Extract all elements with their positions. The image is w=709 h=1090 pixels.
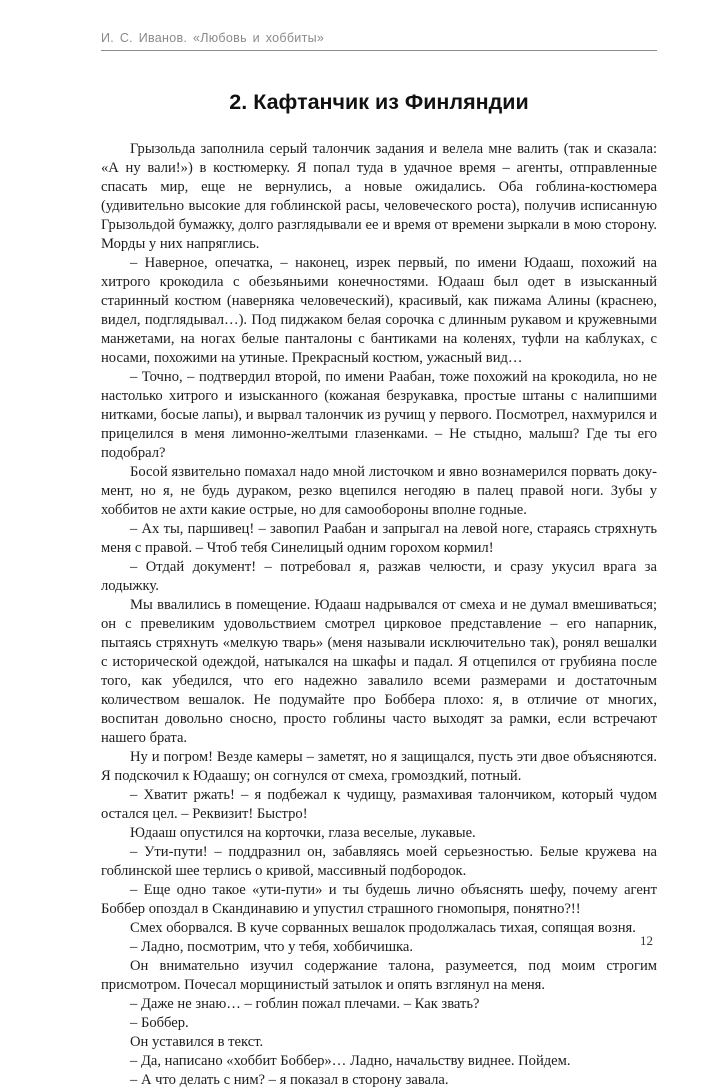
paragraph: – Ах ты, паршивец! – завопил Раабан и запрыгал на левой ноге, стараясь стряхнуть меня с правой. – Чтоб тебя Синелицый одним горохом кормил! (101, 521, 657, 556)
paragraph: Босой язвительно помахал надо мной листочком и явно вознамерился порвать документ, но я, не будь дураком, резко вцепился негодяю в палец правой ноги. Зубы у хоббитов не ахти какие острые, но для самообороны вполне годные. (101, 464, 657, 518)
paragraph: – Ути-пути! – поддразнил он, забавляясь моей серьезностью. Белые кружева на гоблинской шее терлись о кривой, массивный подбородок. (101, 844, 657, 879)
paragraph: – Даже не знаю… – гоблин пожал плечами. – Как звать? (130, 996, 480, 1012)
paragraph: – А что делать с ним? – я показал в сторону завала. (130, 1072, 449, 1088)
page-number: 12 (640, 933, 653, 948)
paragraph: Он уставился в текст. (130, 1034, 264, 1050)
body-text (101, 140, 657, 1090)
header-rule (101, 50, 657, 51)
paragraph: Ну и погром! Везде камеры – заметят, но я защищался, пусть эти двое объясняются. Я подскочил к Юдаашу; он согнулся от смеха, громоздкий, потный. (101, 749, 657, 784)
paragraph: Смех оборвался. В куче сорванных вешалок продолжалась тихая, сопящая возня. (130, 920, 636, 936)
paragraph: Мы ввалились в помещение. Юдааш надрывался от смеха и не думал вмешиваться; он с превеликим удовольствием смотрел цирковое представление – его напарник, пытаясь стряхнуть «мелкую тварь» (меня называли исключительно так), ронял вешалки с исторической одеждой, натыкался на шкафы и падал. Я отцепился от грубияна после того, как убедился, что его надежно завалило всеми размерами и достаточным количеством вешалок. Не подумайте про Боббера плохо: я, в отличие от многих, воспитан довольно сносно, просто гоблины часто выходят за рамки, если встречают нашего брата. (101, 597, 657, 746)
paragraph: – Боббер. (130, 1015, 189, 1031)
paragraph: – Наверное, опечатка, – наконец, изрек первый, по имени Юдааш, похожий на хитрого крокодила с обезьяньими конечностями. Юдааш был одет в изысканный старинный костюм (наверняка человеческий), красивый, как пижама Алины (краснею, видел, подглядывал…). Под пиджаком белая сорочка с длинным рукавом и кружевными манжетами, на ногах белые панталоны с бантиками на коленях, туфли на каблуках, с носами, похожими на утиные. Прекрасный костюм, ужасный вид… (101, 255, 657, 366)
paragraph: – Точно, – подтвердил второй, по имени Раабан, тоже похожий на крокодила, но не настолько хитрого и изысканного (кожаная безрукавка, простые штаны с налипшими нитками, босые лапы), и вырвал талончик из ручищ у первого. Посмотрел, нахмурился и прицелился в меня лимонно-желтыми глазенками. – Не стыдно, малыш? Где ты его подобрал? (101, 369, 657, 461)
paragraph: Юдааш опустился на корточки, глаза веселые, лукавые. (130, 825, 476, 841)
paragraph: – Да, написано «хоббит Боббер»… Ладно, начальству виднее. Пойдем. (130, 1053, 571, 1069)
paragraph: Грызольда заполнила серый талончик задания и велела мне валить (так и сказала: «А ну вали!») в костюмерку. Я попал туда в удачное время – агенты, отправленные спасать мир, еще не вернулись, а новые ожидались. Оба гоблина-костюмера (удивительно высокие для гоблинской расы, человеческого роста), получив исписанную Грызольдой бумажку, долго разглядывали ее и время от времени зыркали в мою сторону. Морды у них напряглись. (101, 141, 657, 252)
paragraph: Он внимательно изучил содержание талона, разумеется, под моим строгим присмотром. Почесал морщинистый затылок и опять взглянул на меня. (101, 958, 657, 993)
chapter-title: 2. Кафтанчик из Финляндии (229, 90, 529, 114)
paragraph: – Отдай документ! – потребовал я, разжав челюсти, и сразу укусил врага за лодыжку. (101, 559, 657, 594)
paragraph: – Ладно, посмотрим, что у тебя, хоббичишка. (130, 939, 414, 955)
paragraph: – Еще одно такое «ути-пути» и ты будешь лично объяснять шефу, почему агент Боббер опоздал в Скандинавию и упустил страшного гномопыря, понятно?!! (101, 882, 657, 917)
running-header: И. С. Иванов. «Любовь и хоббиты» (101, 31, 325, 45)
paragraph: – Хватит ржать! – я подбежал к чудищу, размахивая талончиком, который чудом остался цел. – Реквизит! Быстро! (101, 787, 657, 822)
